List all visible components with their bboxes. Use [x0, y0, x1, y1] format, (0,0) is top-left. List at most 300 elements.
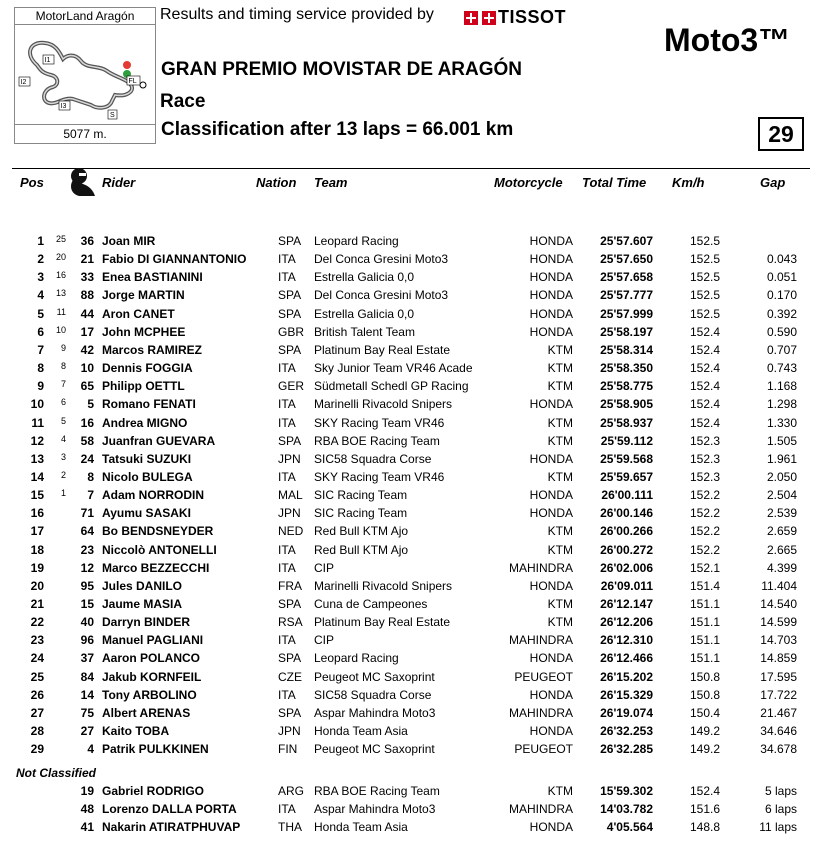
points: 6 — [60, 397, 66, 408]
total-time: 26'12.147 — [600, 597, 653, 611]
motorcycle: HONDA — [529, 488, 573, 503]
speed-kmh: 152.5 — [689, 252, 720, 267]
rider-name: Nakarin ATIRATPHUVAP — [102, 820, 241, 835]
team-name: SKY Racing Team VR46 — [314, 415, 445, 430]
position: 2 — [37, 252, 44, 267]
total-time: 26'00.272 — [600, 542, 653, 557]
position: 26 — [30, 687, 44, 702]
table-row — [0, 488, 820, 506]
nation: FIN — [278, 742, 298, 757]
motorcycle: HONDA — [529, 724, 573, 739]
rider-number: 17 — [80, 324, 94, 339]
track-map-icon — [15, 25, 155, 123]
table-row — [0, 706, 820, 724]
motorcycle: HONDA — [529, 270, 573, 285]
nation: SPA — [278, 306, 302, 321]
table-row — [0, 434, 820, 452]
total-time: 26'09.011 — [600, 578, 653, 593]
table-row — [0, 742, 820, 760]
rider-name: Nicolo BULEGA — [102, 469, 193, 484]
team-name: RBA BOE Racing Team — [314, 433, 440, 448]
motorcycle: MAHINDRA — [508, 802, 573, 817]
table-row — [0, 252, 820, 270]
rider-number: 44 — [80, 306, 94, 321]
motorcycle: KTM — [547, 361, 573, 376]
session-title: Race — [160, 91, 206, 112]
gap: 0.392 — [766, 306, 797, 321]
rider-number: 10 — [80, 361, 94, 376]
speed-kmh: 152.2 — [689, 506, 720, 521]
rider-name: Tatsuki SUZUKI — [102, 451, 192, 466]
nation: SPA — [278, 705, 302, 720]
classification-title: Classification after 13 laps = 66.001 km — [161, 119, 514, 140]
gap: 1.961 — [766, 451, 797, 466]
nation: SPA — [278, 433, 302, 448]
speed-kmh: 152.4 — [689, 379, 720, 394]
motorcycle: HONDA — [529, 820, 573, 835]
provider-text: Results and timing service provided by — [160, 6, 434, 23]
gap: 34.646 — [760, 724, 797, 739]
gap: 2.504 — [766, 488, 797, 503]
table-row — [0, 343, 820, 361]
speed-kmh: 152.3 — [689, 433, 720, 448]
total-time: 25'58.775 — [600, 379, 653, 394]
speed-kmh: 152.4 — [689, 342, 720, 357]
position: 4 — [37, 288, 44, 303]
table-row — [0, 543, 820, 561]
team-name: Cuna de Campeones — [314, 597, 428, 611]
table-row — [0, 270, 820, 288]
motorcycle: KTM — [547, 597, 573, 611]
rider-number: 24 — [80, 451, 94, 466]
gap: 0.170 — [766, 288, 797, 303]
points: 7 — [60, 379, 66, 390]
rider-number: 95 — [80, 578, 94, 593]
team-name: Del Conca Gresini Moto3 — [314, 288, 449, 303]
motorcycle: HONDA — [529, 288, 573, 303]
total-time: 25'59.657 — [600, 469, 653, 484]
table-row — [0, 784, 820, 802]
gap: 14.703 — [760, 633, 797, 648]
nation: CZE — [278, 669, 302, 684]
rider-name: Ayumu SASAKI — [102, 506, 191, 521]
speed-kmh: 152.3 — [689, 469, 720, 484]
nation: GER — [278, 379, 305, 394]
gap: 0.707 — [766, 342, 797, 357]
nation: ITA — [278, 802, 296, 817]
team-name: Del Conca Gresini Moto3 — [314, 252, 449, 267]
rider-name: Philipp OETTL — [102, 379, 185, 394]
total-time: 25'57.650 — [600, 252, 653, 267]
table-row — [0, 416, 820, 434]
total-time: 26'00.111 — [601, 488, 653, 503]
svg-text:FL: FL — [128, 78, 137, 85]
rider-number: 5 — [87, 397, 94, 412]
motorcycle: HONDA — [529, 506, 573, 521]
table-row — [0, 379, 820, 397]
gap: 14.540 — [760, 597, 797, 611]
gap: 14.599 — [760, 615, 797, 630]
table-row — [0, 802, 820, 820]
position: 8 — [37, 361, 44, 376]
rider-number: 16 — [80, 415, 94, 430]
event-title: GRAN PREMIO MOVISTAR DE ARAGÓN — [161, 59, 523, 80]
points: 20 — [55, 252, 66, 263]
motorcycle: HONDA — [529, 687, 573, 702]
rider-name: Enea BASTIANINI — [102, 270, 203, 285]
position: 28 — [30, 724, 44, 739]
motorcycle: PEUGEOT — [514, 669, 573, 684]
rider-name: Tony ARBOLINO — [102, 687, 197, 702]
points: 16 — [55, 270, 66, 281]
rider-name: Niccolò ANTONELLI — [102, 542, 217, 557]
team-name: British Talent Team — [314, 324, 415, 339]
circuit-length: 5077 m. — [15, 124, 155, 144]
speed-kmh: 152.5 — [689, 234, 720, 248]
position: 14 — [30, 469, 44, 484]
speed-kmh: 152.2 — [689, 524, 720, 539]
gap: 34.678 — [760, 742, 797, 757]
speed-kmh: 152.5 — [689, 270, 720, 285]
points: 4 — [60, 433, 66, 444]
team-name: Red Bull KTM Ajo — [314, 524, 409, 539]
rider-helmet-icon — [65, 164, 99, 198]
nation: ITA — [278, 415, 296, 430]
gap: 2.659 — [766, 524, 797, 539]
points: 13 — [55, 288, 66, 299]
gap: 0.590 — [766, 324, 797, 339]
header-divider — [12, 168, 810, 169]
gap: 0.043 — [766, 252, 797, 267]
team-name: CIP — [314, 633, 335, 648]
nation: RSA — [278, 615, 303, 630]
points: 11 — [56, 306, 66, 317]
svg-text:I1: I1 — [44, 57, 51, 64]
team-name: Aspar Mahindra Moto3 — [314, 802, 436, 817]
total-time: 14'03.782 — [600, 802, 653, 817]
position: 22 — [30, 615, 44, 630]
table-row — [0, 579, 820, 597]
total-time: 25'57.607 — [600, 234, 653, 248]
motorcycle: KTM — [547, 524, 573, 539]
total-time: 26'00.266 — [600, 524, 653, 539]
team-name: Südmetall Schedl GP Racing — [314, 379, 469, 394]
motorcycle: KTM — [547, 542, 573, 557]
team-name: SIC Racing Team — [314, 506, 408, 521]
position: 21 — [30, 597, 44, 611]
col-header-kmh: Km/h — [672, 175, 705, 190]
nation: SPA — [278, 597, 302, 611]
team-name: Aspar Mahindra Moto3 — [314, 705, 436, 720]
sponsor-name: TISSOT — [498, 7, 567, 27]
nation: ITA — [278, 469, 296, 484]
nation: THA — [278, 820, 302, 835]
position: 16 — [30, 506, 44, 521]
position: 3 — [37, 270, 44, 285]
gap: 14.859 — [760, 651, 797, 666]
position: 10 — [30, 397, 44, 412]
position: 23 — [30, 633, 44, 648]
swiss-cross-icon — [464, 11, 478, 25]
rider-number: 12 — [80, 560, 94, 575]
total-time: 25'58.905 — [600, 397, 653, 412]
team-name: Leopard Racing — [314, 651, 399, 666]
table-row — [0, 651, 820, 669]
gap: 1.168 — [766, 379, 797, 394]
position: 7 — [37, 342, 44, 357]
nation: SPA — [278, 288, 302, 303]
speed-kmh: 149.2 — [689, 742, 720, 757]
speed-kmh: 152.4 — [689, 397, 720, 412]
sponsor-logo — [462, 7, 566, 28]
total-time: 25'59.568 — [600, 451, 653, 466]
total-time: 4'05.564 — [606, 820, 653, 835]
rider-name: Patrik PULKKINEN — [102, 742, 209, 757]
rider-name: Adam NORRODIN — [102, 488, 205, 503]
nation: JPN — [278, 451, 301, 466]
nation: JPN — [278, 724, 301, 739]
motorcycle: KTM — [547, 415, 573, 430]
nation: ITA — [278, 252, 296, 267]
series-title: Moto3™ — [664, 22, 791, 58]
nation: ITA — [278, 270, 296, 285]
motorcycle: KTM — [547, 469, 573, 484]
table-row — [0, 615, 820, 633]
team-name: Marinelli Rivacold Snipers — [314, 578, 453, 593]
motorcycle: KTM — [547, 342, 573, 357]
gap: 4.399 — [766, 560, 797, 575]
rider-number: 84 — [80, 669, 94, 684]
gap: 11 laps — [759, 820, 797, 835]
motorcycle: HONDA — [529, 578, 573, 593]
nation: JPN — [278, 506, 301, 521]
speed-kmh: 152.2 — [689, 542, 720, 557]
table-row — [0, 524, 820, 542]
position: 9 — [37, 379, 44, 394]
nation: ARG — [278, 784, 305, 798]
speed-kmh: 151.1 — [689, 633, 720, 648]
rider-name: Marco BEZZECCHI — [102, 560, 210, 575]
nation: NED — [278, 524, 304, 539]
position: 12 — [30, 433, 44, 448]
speed-kmh: 151.4 — [689, 578, 720, 593]
table-row — [0, 633, 820, 651]
rider-number: 21 — [80, 252, 94, 267]
nation: GBR — [278, 324, 305, 339]
points: 10 — [55, 324, 66, 335]
rider-number: 36 — [80, 234, 94, 248]
position: 29 — [30, 742, 44, 757]
gap: 1.298 — [766, 397, 797, 412]
team-name: Platinum Bay Real Estate — [314, 615, 451, 630]
speed-kmh: 151.1 — [689, 651, 720, 666]
points: 1 — [60, 488, 66, 499]
total-time: 26'15.202 — [600, 669, 653, 684]
table-row — [0, 670, 820, 688]
rider-number: 42 — [80, 342, 94, 357]
circuit-name: MotorLand Aragón — [15, 8, 155, 25]
rider-name: Juanfran GUEVARA — [102, 433, 216, 448]
col-header-rider: Rider — [102, 175, 136, 190]
rider-name: Marcos RAMIREZ — [102, 342, 203, 357]
rider-name: John MCPHEE — [102, 324, 186, 339]
motorcycle: HONDA — [529, 451, 573, 466]
motorcycle: HONDA — [529, 306, 573, 321]
motorcycle: HONDA — [529, 324, 573, 339]
rider-number: 71 — [80, 506, 94, 521]
svg-text:I2: I2 — [20, 79, 27, 86]
rider-number: 58 — [80, 433, 94, 448]
points: 9 — [60, 342, 66, 353]
speed-kmh: 150.8 — [689, 687, 720, 702]
nation: ITA — [278, 542, 296, 557]
team-name: Marinelli Rivacold Snipers — [314, 397, 453, 412]
motorcycle: HONDA — [529, 234, 573, 248]
total-time: 26'00.146 — [600, 506, 653, 521]
points: 25 — [55, 234, 66, 244]
team-name: SIC58 Squadra Corse — [314, 687, 432, 702]
gap: 17.595 — [760, 669, 797, 684]
team-name: Estrella Galicia 0,0 — [314, 270, 415, 285]
position: 6 — [37, 324, 44, 339]
motorcycle: KTM — [547, 784, 573, 798]
motorcycle: HONDA — [529, 397, 573, 412]
total-time: 26'32.253 — [600, 724, 653, 739]
team-name: Peugeot MC Saxoprint — [314, 669, 435, 684]
speed-kmh: 152.4 — [689, 784, 720, 798]
motorcycle: MAHINDRA — [508, 560, 573, 575]
rider-number: 8 — [87, 469, 94, 484]
speed-kmh: 152.2 — [689, 488, 720, 503]
team-name: CIP — [314, 560, 335, 575]
rider-number: 48 — [80, 802, 94, 817]
table-row — [0, 361, 820, 379]
team-name: Leopard Racing — [314, 234, 399, 248]
position: 1 — [37, 234, 44, 248]
rider-name: Andrea MIGNO — [102, 415, 188, 430]
table-row — [0, 234, 820, 252]
speed-kmh: 152.1 — [689, 560, 720, 575]
rider-name: Fabio DI GIANNANTONIO — [102, 252, 247, 267]
gap: 0.051 — [766, 270, 797, 285]
motorcycle: KTM — [547, 615, 573, 630]
rider-number: 33 — [80, 270, 94, 285]
total-time: 26'32.285 — [600, 742, 653, 757]
nation: SPA — [278, 651, 302, 666]
speed-kmh: 152.4 — [689, 415, 720, 430]
circuit-map-box — [14, 7, 156, 144]
points: 3 — [60, 451, 66, 462]
gap: 2.539 — [766, 506, 797, 521]
table-row — [0, 506, 820, 524]
total-time: 26'12.466 — [600, 651, 653, 666]
team-name: RBA BOE Racing Team — [314, 784, 440, 798]
rider-name: Jakub KORNFEIL — [102, 669, 202, 684]
gap: 11.404 — [761, 578, 797, 593]
gap: 1.505 — [766, 433, 797, 448]
col-header-total-time: Total Time — [582, 175, 647, 190]
position: 19 — [30, 560, 44, 575]
team-name: SIC58 Squadra Corse — [314, 451, 432, 466]
rider-number: 65 — [80, 379, 94, 394]
speed-kmh: 150.4 — [689, 705, 720, 720]
table-row — [0, 307, 820, 325]
rider-name: Joan MIR — [102, 234, 156, 248]
table-row — [0, 724, 820, 742]
col-header-motorcycle: Motorcycle — [494, 175, 563, 190]
motorcycle: MAHINDRA — [508, 633, 573, 648]
nation: FRA — [278, 578, 302, 593]
nation: ITA — [278, 687, 296, 702]
position: 20 — [30, 578, 44, 593]
team-name: SIC Racing Team — [314, 488, 408, 503]
table-row — [0, 397, 820, 415]
rider-name: Darryn BINDER — [102, 615, 191, 630]
gap: 1.330 — [766, 415, 797, 430]
table-row — [0, 820, 820, 838]
nation: ITA — [278, 633, 296, 648]
gap: 21.467 — [760, 705, 797, 720]
total-time: 26'19.074 — [600, 705, 653, 720]
rider-number: 7 — [87, 488, 94, 503]
col-header-pos: Pos — [20, 175, 44, 190]
rider-number: 27 — [80, 724, 94, 739]
position: 27 — [30, 705, 44, 720]
rider-name: Jaume MASIA — [102, 597, 183, 611]
total-time: 25'57.777 — [600, 288, 653, 303]
rider-number: 14 — [80, 687, 94, 702]
total-time: 25'58.314 — [600, 342, 653, 357]
gap: 17.722 — [760, 687, 797, 702]
total-time: 25'57.658 — [600, 270, 653, 285]
gap: 2.665 — [766, 542, 797, 557]
team-name: Peugeot MC Saxoprint — [314, 742, 435, 757]
team-name: Honda Team Asia — [314, 724, 408, 739]
rider-name: Bo BENDSNEYDER — [102, 524, 214, 539]
svg-text:I3: I3 — [60, 103, 67, 110]
motorcycle: KTM — [547, 433, 573, 448]
team-name: Estrella Galicia 0,0 — [314, 306, 415, 321]
gap: 5 laps — [764, 784, 797, 798]
position: 13 — [30, 451, 44, 466]
nation: MAL — [278, 488, 303, 503]
speed-kmh: 152.3 — [689, 451, 720, 466]
table-row — [0, 325, 820, 343]
speed-kmh: 148.8 — [689, 820, 720, 835]
rider-number: 15 — [80, 597, 94, 611]
team-name: Sky Junior Team VR46 Acade — [314, 361, 473, 376]
total-time: 26'15.329 — [600, 687, 653, 702]
motorcycle: KTM — [547, 379, 573, 394]
position: 5 — [37, 306, 44, 321]
rider-number: 64 — [80, 524, 94, 539]
gap: 2.050 — [766, 469, 797, 484]
rider-number: 19 — [80, 784, 94, 798]
rider-name: Manuel PAGLIANI — [102, 633, 204, 648]
position: 11 — [31, 415, 44, 430]
position: 17 — [30, 524, 44, 539]
nation: SPA — [278, 234, 302, 248]
total-time: 25'58.197 — [600, 324, 653, 339]
col-header-gap: Gap — [760, 175, 786, 190]
page-number: 29 — [758, 117, 804, 151]
table-row — [0, 452, 820, 470]
rider-number: 40 — [80, 615, 94, 630]
rider-number: 41 — [80, 820, 94, 835]
rider-name: Lorenzo DALLA PORTA — [102, 802, 237, 817]
rider-name: Gabriel RODRIGO — [102, 784, 205, 798]
speed-kmh: 151.1 — [689, 597, 720, 611]
